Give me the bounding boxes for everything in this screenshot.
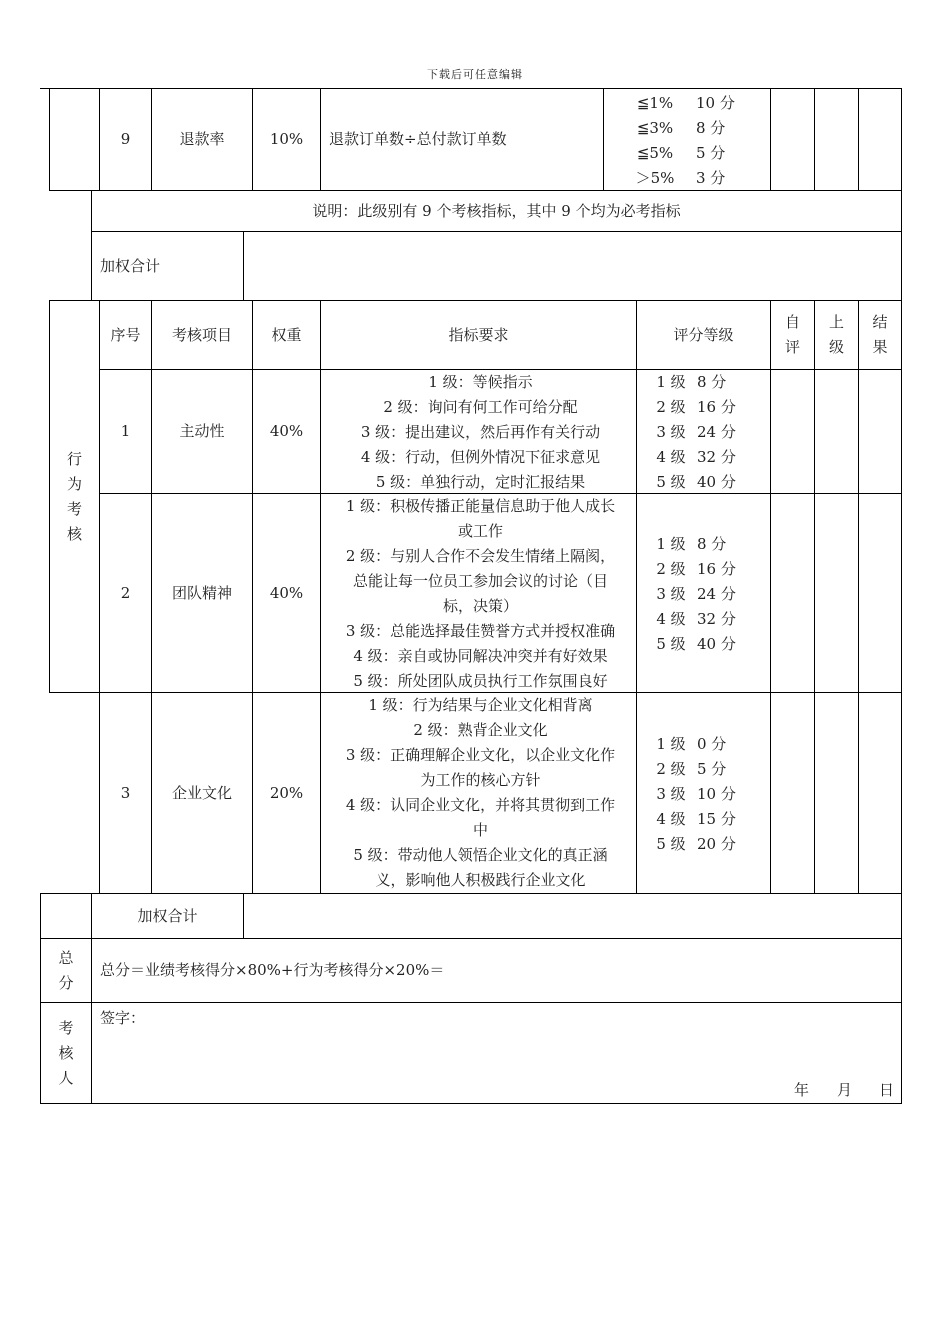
grade-level: 1 级 — [656, 735, 686, 753]
grade-row — [614, 116, 766, 141]
requirement-line: 1 级：行为结果与企业文化相背离 — [368, 696, 593, 714]
requirement-line: 总能让每一位员工参加会议的讨论（目 — [352, 572, 608, 590]
requirement-line: 为工作的核心方针 — [420, 771, 541, 789]
date-day: 日 — [879, 1081, 895, 1099]
assessor-label — [40, 1002, 92, 1104]
grade-level: ＞5% — [635, 169, 675, 187]
requirement-line: 5 级：所处团队成员执行工作氛围良好 — [353, 672, 608, 690]
grade-row — [614, 91, 766, 116]
grade-level: ≦3% — [636, 119, 674, 137]
grade-row — [645, 395, 766, 420]
grade-level: 5 级 — [656, 635, 686, 653]
col-self — [770, 300, 815, 370]
grade-score: 0 分 — [697, 735, 727, 753]
grade-score: 5 分 — [697, 760, 727, 778]
row3-self[interactable] — [770, 692, 815, 894]
requirement-line: 3 级：正确理解企业文化，以企业文化作 — [345, 746, 616, 764]
row1-grade-list — [645, 370, 766, 495]
bottom-weighted-total-label: 加权合计 — [91, 893, 244, 939]
row2-self[interactable] — [770, 493, 815, 693]
grade-score: 24 分 — [697, 423, 736, 441]
grade-score: 8 分 — [697, 373, 727, 391]
grade-score: 5 分 — [696, 144, 726, 162]
grade-score: 10 分 — [697, 785, 736, 803]
row1-requirement-cell — [320, 369, 637, 494]
grade-score: 8 分 — [696, 119, 726, 137]
row3-no: 3 — [99, 692, 152, 894]
requirement-line: 义，影响他人积极践行企业文化 — [375, 871, 586, 889]
row1-item: 主动性 — [151, 369, 253, 494]
row2-grade-cell — [636, 493, 771, 693]
grade-row — [645, 445, 766, 470]
grade-row — [645, 420, 766, 445]
date-month: 月 — [837, 1081, 853, 1099]
grade-level: 2 级 — [656, 560, 686, 578]
row2-item: 团队精神 — [151, 493, 253, 693]
grade-level: 4 级 — [656, 610, 686, 628]
row1-requirement-list — [329, 370, 632, 495]
row1-self[interactable] — [770, 369, 815, 494]
requirement-line: 1 级：积极传播正能量信息助于他人成长 — [345, 497, 616, 515]
col-self-char-1: 自 — [784, 313, 800, 331]
requirement-line: 3 级：总能选择最佳赞誉方式并授权准确 — [345, 622, 616, 640]
sign-label: 签字： — [100, 1009, 146, 1027]
weighted-total-value[interactable] — [243, 231, 902, 301]
row9-no: 9 — [99, 88, 152, 191]
row2-requirement-list — [329, 494, 632, 694]
grade-score: 24 分 — [697, 585, 736, 603]
row3-item: 企业文化 — [151, 692, 253, 894]
grade-score: 3 分 — [696, 169, 726, 187]
assessor-char-1: 考 — [58, 1018, 74, 1037]
total-char-1: 总 — [58, 948, 74, 967]
col-weight: 权重 — [252, 300, 321, 370]
grade-level: 1 级 — [656, 535, 686, 553]
behavior-char-1: 行 — [66, 449, 82, 468]
row2-requirement-cell — [320, 493, 637, 693]
requirement-line: 5 级：带动他人领悟企业文化的真正涵 — [353, 846, 608, 864]
grade-score: 16 分 — [697, 560, 736, 578]
page-header: 下载后可任意编辑 — [427, 68, 523, 81]
row9-grade-list — [614, 91, 766, 191]
row9-result[interactable] — [858, 88, 902, 191]
grade-row — [614, 141, 766, 166]
col-superior — [814, 300, 859, 370]
requirement-line: 中 — [472, 821, 488, 839]
row1-grade-cell — [636, 369, 771, 494]
behavior-label — [49, 300, 100, 693]
grade-level: 1 级 — [656, 373, 686, 391]
grade-row — [645, 532, 766, 557]
grade-level: ≦1% — [636, 94, 674, 112]
row9-superior[interactable] — [814, 88, 859, 191]
grade-score: 8 分 — [697, 535, 727, 553]
grade-level: 3 级 — [656, 585, 686, 603]
grade-score: 40 分 — [697, 635, 736, 653]
behavior-char-4: 核 — [66, 524, 82, 543]
row1-superior[interactable] — [814, 369, 859, 494]
grade-level: 4 级 — [656, 810, 686, 828]
row3-grade-cell — [636, 692, 771, 894]
grade-level: 2 级 — [656, 398, 686, 416]
grade-level: 5 级 — [656, 473, 686, 491]
weighted-total-label: 加权合计 — [91, 231, 244, 301]
row1-result[interactable] — [858, 369, 902, 494]
requirement-line: 2 级：熟背企业文化 — [413, 721, 548, 739]
date-year: 年 — [794, 1081, 810, 1099]
row3-result[interactable] — [858, 692, 902, 894]
requirement-line: 4 级：认同企业文化，并将其贯彻到工作 — [345, 796, 616, 814]
grade-row — [645, 732, 766, 757]
requirement-line: 或工作 — [457, 522, 503, 540]
col-requirement: 指标要求 — [320, 300, 637, 370]
row2-grade-list — [645, 532, 766, 657]
requirement-line: 4 级：行动，但例外情况下征求意见 — [360, 448, 601, 466]
requirement-line: 4 级：亲自或协同解决冲突并有好效果 — [353, 647, 608, 665]
grade-row — [645, 807, 766, 832]
col-result-char-2: 果 — [872, 338, 888, 356]
grade-score: 10 分 — [696, 94, 735, 112]
total-label — [40, 938, 92, 1003]
grade-level: ≦5% — [636, 144, 674, 162]
behavior-char-2: 为 — [66, 474, 82, 493]
row2-no: 2 — [99, 493, 152, 693]
grade-score: 16 分 — [697, 398, 736, 416]
requirement-line: 1 级：等候指示 — [428, 373, 533, 391]
row3-grade-list — [645, 732, 766, 857]
grade-level: 3 级 — [656, 785, 686, 803]
col-no: 序号 — [99, 300, 152, 370]
grade-score: 20 分 — [697, 835, 736, 853]
grade-score: 40 分 — [697, 473, 736, 491]
row9-grade-cell — [603, 88, 771, 191]
behavior-char-3: 考 — [66, 499, 82, 518]
row9-requirement: 退款订单数÷总付款订单数 — [320, 88, 604, 191]
grade-row — [645, 782, 766, 807]
bottom-weighted-total-value[interactable] — [243, 893, 902, 939]
row1-weight: 40% — [252, 369, 321, 494]
row3-requirement-cell — [320, 692, 637, 894]
requirement-line: 5 级：单独行动，定时汇报结果 — [375, 473, 586, 491]
row1-no: 1 — [99, 369, 152, 494]
row3-weight: 20% — [252, 692, 321, 894]
row9-weight: 10% — [252, 88, 321, 191]
grade-row — [645, 370, 766, 395]
col-superior-char-1: 上 — [828, 313, 844, 331]
grade-score: 32 分 — [697, 610, 736, 628]
col-result-char-1: 结 — [872, 313, 888, 331]
assessor-char-2: 核 — [58, 1043, 74, 1062]
col-result — [858, 300, 902, 370]
grade-row — [645, 632, 766, 657]
grade-score: 15 分 — [697, 810, 736, 828]
grade-score: 32 分 — [697, 448, 736, 466]
grade-row — [645, 757, 766, 782]
row2-superior[interactable] — [814, 493, 859, 693]
col-grade: 评分等级 — [636, 300, 771, 370]
note-row: 说明：此级别有 9 个考核指标，其中 9 个均为必考指标 — [91, 190, 902, 232]
row2-result[interactable] — [858, 493, 902, 693]
row9-item: 退款率 — [151, 88, 253, 191]
row2-weight: 40% — [252, 493, 321, 693]
row9-blank — [49, 88, 100, 191]
grade-level: 2 级 — [656, 760, 686, 778]
total-char-2: 分 — [58, 973, 74, 992]
requirement-line: 3 级：提出建议，然后再作有关行动 — [360, 423, 601, 441]
col-item: 考核项目 — [151, 300, 253, 370]
assessor-sign-area[interactable] — [91, 1002, 902, 1104]
requirement-line: 2 级：与别人合作不会发生情绪上隔阂， — [345, 547, 616, 565]
grade-row — [645, 832, 766, 857]
col-superior-char-2: 级 — [828, 338, 844, 356]
grade-row — [614, 166, 766, 191]
bottom-blank — [40, 893, 92, 939]
total-formula: 总分＝业绩考核得分×80%+行为考核得分×20%＝ — [91, 938, 902, 1003]
assessor-char-3: 人 — [58, 1068, 74, 1087]
grade-level: 5 级 — [656, 835, 686, 853]
row9-self[interactable] — [770, 88, 815, 191]
row3-requirement-list — [329, 693, 632, 893]
grade-row — [645, 607, 766, 632]
grade-row — [645, 557, 766, 582]
col-self-char-2: 评 — [784, 338, 800, 356]
grade-row — [645, 582, 766, 607]
row3-superior[interactable] — [814, 692, 859, 894]
grade-level: 3 级 — [656, 423, 686, 441]
requirement-line: 标，决策） — [442, 597, 518, 615]
requirement-line: 2 级：询问有何工作可给分配 — [383, 398, 578, 416]
grade-row — [645, 470, 766, 495]
grade-level: 4 级 — [656, 448, 686, 466]
